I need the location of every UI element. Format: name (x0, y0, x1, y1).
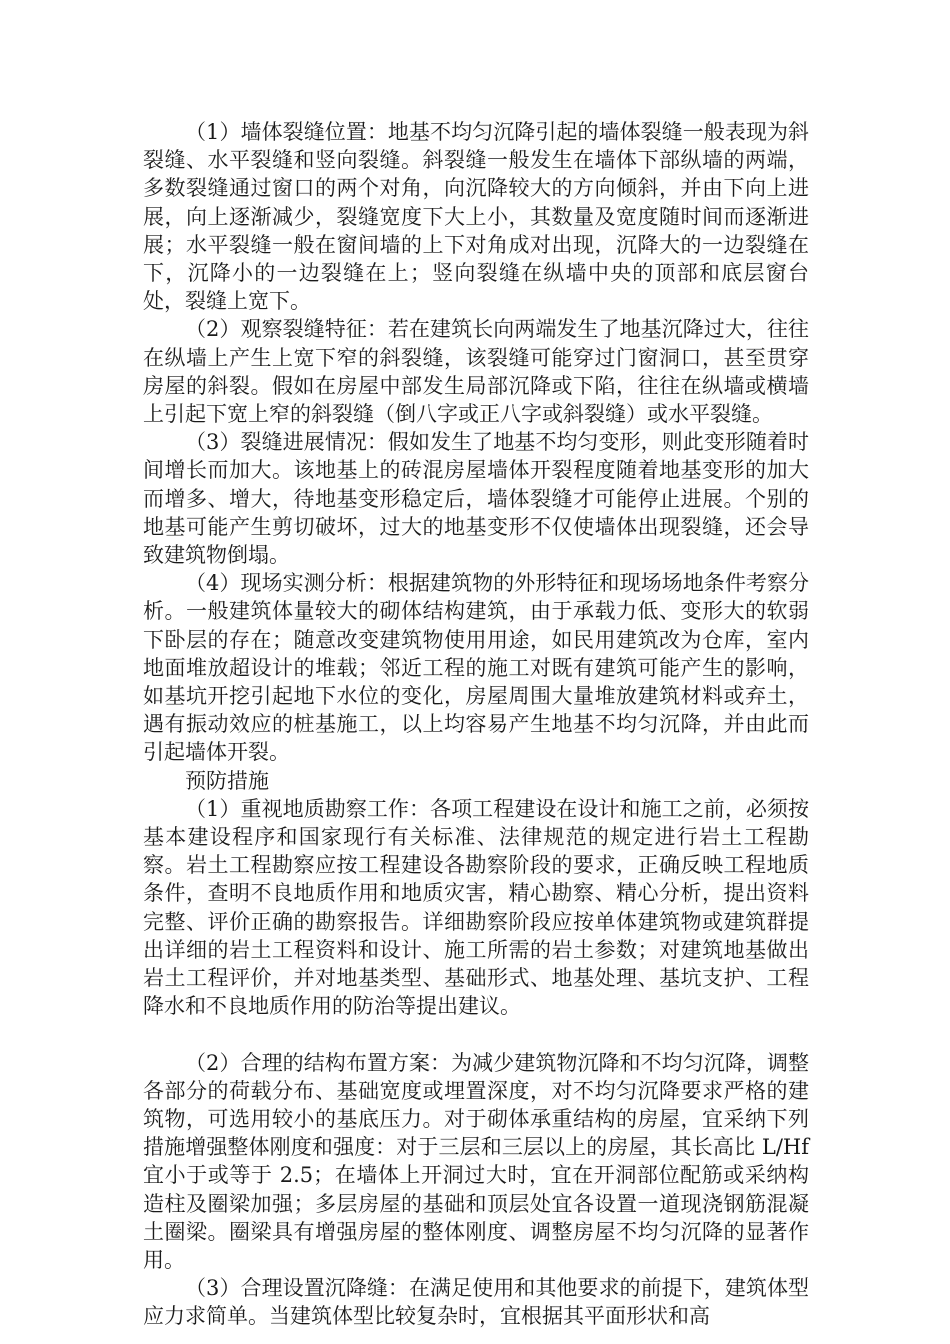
blank-line (143, 1021, 809, 1049)
document-page (143, 118, 809, 1331)
paragraph-settlement-joints: （3）合理设置沉降缝：在满足使用和其他要求的前提下，建筑体型应力求简单。当建筑体型比较复杂时，宜根据其平面形状和高 (143, 1276, 809, 1329)
section-heading-prevention: 预防措施 (185, 768, 269, 793)
paragraph-geological-survey: （1）重视地质勘察工作：各项工程建设在设计和施工之前，必须按基本建设程序和国家现行有关标准、法律规范的规定进行岩土工程勘察。岩土工程勘察应按工程建设各勘察阶段的要求，正确反映工程地质条件，查明不良地质作用和地质灾害，精心勘察、精心分析，提出资料完整、评价正确的勘察报告。详细勘察阶段应按单体建筑物或建筑群提出详细的岩土工程资料和设计、施工所需的岩土参数；对建筑地基做出岩土工程评价，并对地基类型、基础形式、地基处理、基坑支护、工程降水和不良地质作用的防治等提出建议。 (143, 796, 809, 1019)
paragraph-crack-features: （2）观察裂缝特征：若在建筑长向两端发生了地基沉降过大，往往在纵墙上产生上宽下窄的斜裂缝，该裂缝可能穿过门窗洞口，甚至贯穿房屋的斜裂。假如在房屋中部发生局部沉降或下陷，往往在纵墙或横墙上引起下宽上窄的斜裂缝（倒八字或正八字或斜裂缝）或水平裂缝。 (143, 317, 809, 427)
paragraph-wall-crack-location: （1）墙体裂缝位置：地基不均匀沉降引起的墙体裂缝一般表现为斜裂缝、水平裂缝和竖向裂缝。斜裂缝一般发生在墙体下部纵墙的两端，多数裂缝通过窗口的两个对角，向沉降较大的方向倾斜，并由下向上进展，向上逐渐减少，裂缝宽度下大上小，其数量及宽度随时间而逐渐进展；水平裂缝一般在窗间墙的上下对角成对出现，沉降大的一边裂缝在下，沉降小的一边裂缝在上；竖向裂缝在纵墙中央的顶部和底层窗台处，裂缝上宽下。 (143, 120, 809, 314)
paragraph-crack-development: （3）裂缝进展情况：假如发生了地基不均匀变形，则此变形随着时间增长而加大。该地基上的砖混房屋墙体开裂程度随着地基变形的加大而增多、增大，待地基变形稳定后，墙体裂缝才可能停止进展。个别的地基可能产生剪切破坏，过大的地基变形不仅使墙体出现裂缝，还会导致建筑物倒塌。 (143, 430, 809, 568)
paragraph-structural-layout: （2）合理的结构布置方案：为减少建筑物沉降和不均匀沉降，调整各部分的荷载分布、基础宽度或埋置深度，对不均匀沉降要求严格的建筑物，可选用较小的基底压力。对于砌体承重结构的房屋，宜采纳下列措施增强整体刚度和强度：对于三层和三层以上的房屋，其长高比 L/Hf 宜小于或等于 2.5；在墙体上开洞过大时，宜在开洞部位配筋或采纳构造柱及圈梁加强；多层房屋的基础和顶层处宜各设置一道现浇钢筋混凝土圈梁。圈梁具有增强房屋的整体刚度、调整房屋不均匀沉降的显著作用。 (143, 1050, 809, 1272)
paragraph-site-analysis: （4）现场实测分析：根据建筑物的外形特征和现场场地条件考察分析。一般建筑体量较大的砌体结构建筑，由于承载力低、变形大的软弱下卧层的存在；随意改变建筑物使用用途，如民用建筑改为仓库，室内地面堆放超设计的堆载；邻近工程的施工对既有建筑可能产生的影响，如基坑开挖引起地下水位的变化，房屋周围大量堆放建筑材料或弃土，遇有振动效应的桩基施工，以上均容易产生地基不均匀沉降，并由此而引起墙体开裂。 (143, 571, 809, 765)
